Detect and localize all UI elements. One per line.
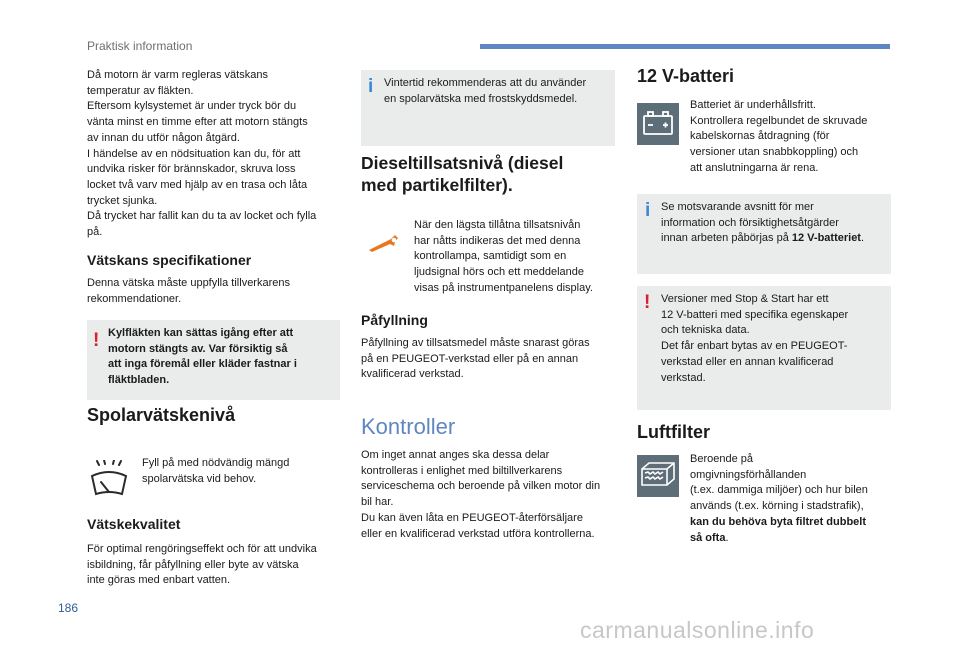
- refill-text: Påfyllning av tillsatsmedel måste snarast göras på en PEUGEOT-verkstad eller på en annan kvalificerad verkstad.: [361, 337, 590, 381]
- battery-text: Batteriet är underhållsfritt. Kontrollera regelbundet de skruvade kabelskornas åtdragning (för versioner utan snabbkoppling) och att anslutningarna är rena.: [690, 99, 868, 174]
- winter-info-box: [361, 70, 615, 146]
- cooling-intro-text: Då motorn är varm regleras vätskans temperatur av fläkten. Eftersom kylsystemet är under tryck bör du vänta minst en timme efter att motorn stängts av innan du utför någon åtgärd. I händelse av en nödsituation kan du, för att undvika risker för brännskador, skruva loss locket två varv med hjälp av en trasa och låta trycket sjunka. Då trycket har fallit kan du ta av locket och fylla på.: [87, 69, 317, 239]
- battery-icon: [637, 103, 679, 145]
- air-filter-bold: kan du behöva byta filtret dubbelt så ofta: [690, 515, 867, 544]
- diesel-additive-warning-icon: [367, 232, 401, 254]
- info-icon: i: [645, 200, 651, 221]
- washer-level-heading: Spolarvätskenivå: [87, 405, 236, 425]
- refill-heading: Påfyllning: [361, 312, 428, 328]
- air-filter-heading: Luftfilter: [637, 422, 710, 442]
- checks-text: Om inget annat anges ska dessa delar kontrolleras i enlighet med biltillverkarens serviceschema och beroende på vilken motor din bil har. Du kan även låta en PEUGEOT-återförsäljare eller en kvalificerad verkstad utföra kontrollerna.: [361, 449, 601, 540]
- fan-warning-box: [87, 320, 340, 400]
- battery-info-box: [637, 194, 891, 274]
- battery-info-bold: 12 V-batteriet: [791, 232, 861, 245]
- fluid-spec-text: Denna vätska måste uppfylla tillverkarens rekommendationer.: [87, 277, 290, 305]
- battery-heading: 12 V-batteri: [637, 66, 735, 86]
- warning-icon: !: [644, 292, 651, 313]
- winter-info-text: Vintertid rekommenderas att du använder en spolarvätska med frostskyddsmedel.: [384, 77, 587, 105]
- running-header: Praktisk information: [87, 39, 193, 53]
- battery-info-text: Se motsvarande avsnitt för mer information och försiktighetsåtgärder innan arbeten påbörjas på 12 V-batteriet.: [661, 201, 865, 245]
- checks-heading: Kontroller: [361, 414, 456, 439]
- page-number: 186: [58, 601, 79, 615]
- fluid-spec-heading: Vätskans specifikationer: [87, 252, 252, 268]
- warning-icon: !: [93, 330, 100, 351]
- windscreen-washer-icon: [87, 460, 131, 504]
- washer-level-text: Fyll på med nödvändig mängd spolarvätska vid behov.: [142, 457, 290, 485]
- info-icon: i: [368, 76, 374, 97]
- fluid-quality-heading: Vätskekvalitet: [87, 516, 181, 532]
- diesel-additive-text: När den lägsta tillåtna tillsatsnivån har nåtts indikeras det med denna kontrollampa, samtidigt som en ljudsignal hörs och ett meddelande visas på instrumentpanelens display.: [414, 219, 593, 294]
- air-filter-text: Beroende på omgivningsförhållanden (t.ex. dammiga miljöer) och hur bilen används (t.ex. körning i stadstrafik), kan du behöva byta filtret dubbelt så ofta.: [690, 453, 868, 544]
- watermark: carmanualsonline.info: [580, 617, 815, 643]
- fluid-quality-text: För optimal rengöringseffekt och för att undvika isbildning, får påfyllning eller byte av vätska inte göras med enbart vatten.: [87, 543, 317, 587]
- stop-start-warning-box: [637, 286, 891, 410]
- fan-warning-text: Kylfläkten kan sättas igång efter att motorn stängts av. Var försiktig så att inga föremål eller kläder fastnar i fläktbladen.: [108, 327, 297, 387]
- diesel-additive-heading: Dieseltillsatsnivå (diesel med partikelfilter).: [361, 153, 564, 195]
- header-accent-bar: [480, 44, 890, 49]
- air-filter-icon: [637, 455, 679, 497]
- stop-start-warning-text: Versioner med Stop & Start har ett 12 V-batteri med specifika egenskaper och tekniska data. Det får enbart bytas av en PEUGEOT- verkstad eller en annan kvalificerad verkstad.: [661, 293, 849, 384]
